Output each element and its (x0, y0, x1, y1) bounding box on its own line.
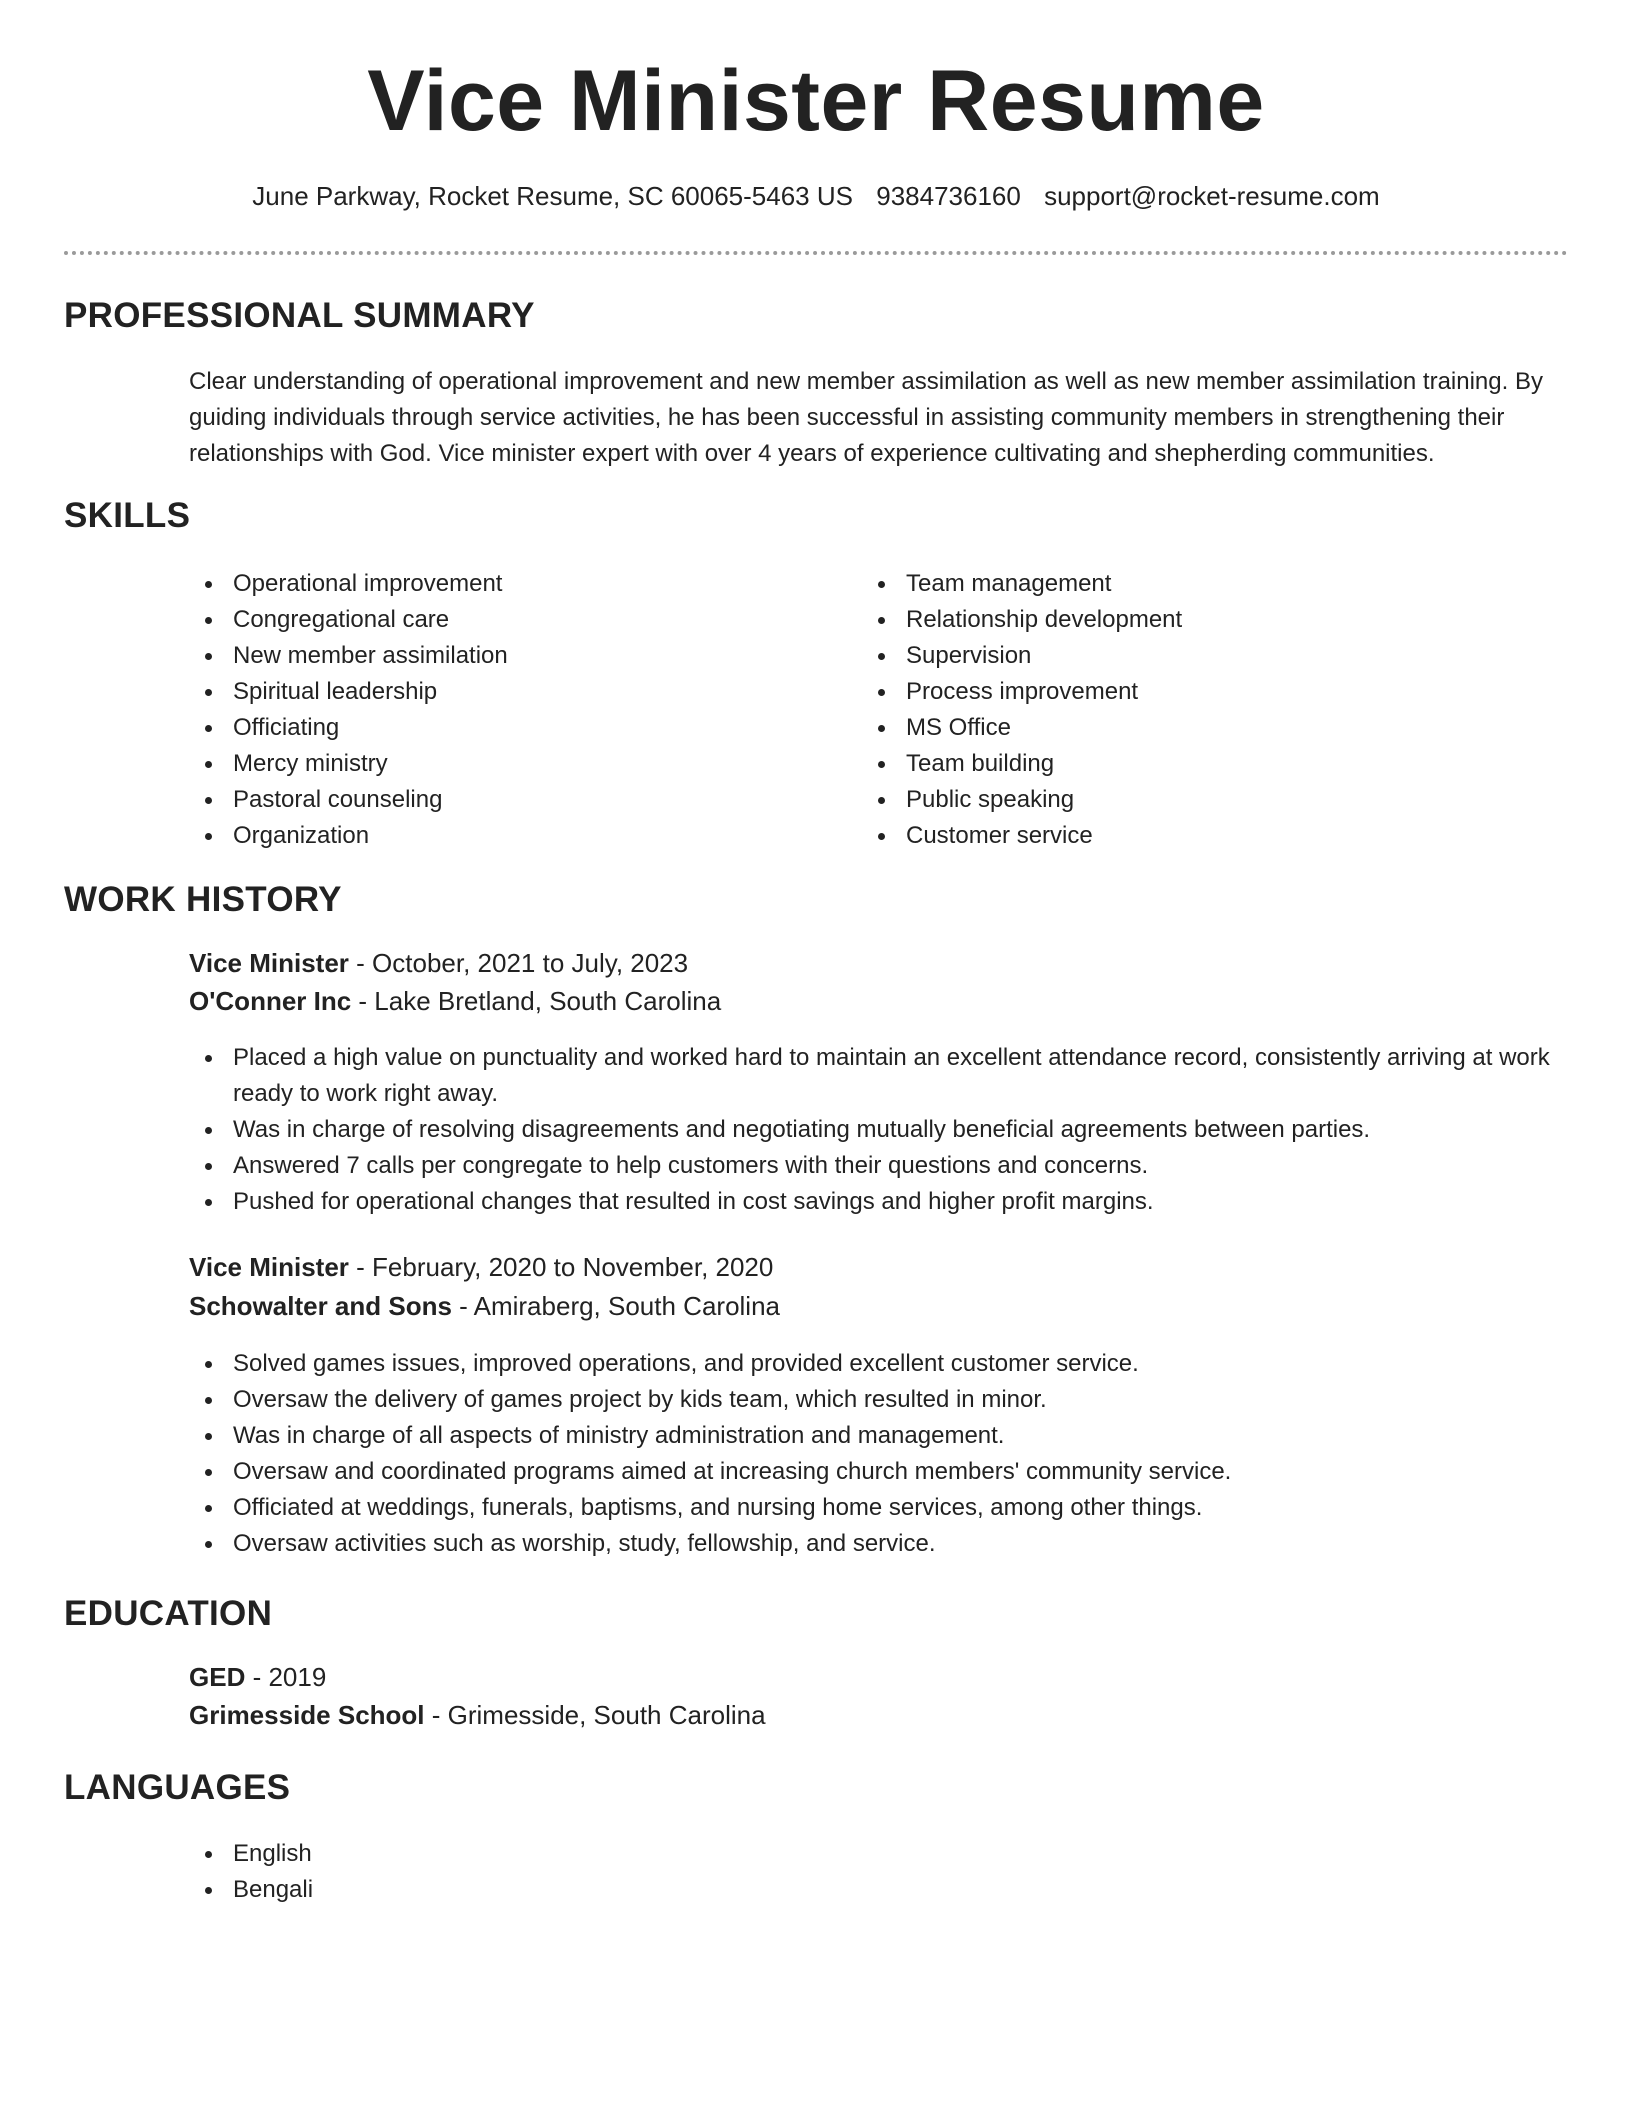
job-bullet: Officiated at weddings, funerals, baptisms, and nursing home services, among other things. (189, 1490, 1569, 1526)
skill-item: Relationship development (862, 602, 1562, 638)
job-title-line (189, 1252, 773, 1283)
contact-address: June Parkway, Rocket Resume, SC 60065-5463 US (252, 181, 853, 211)
skill-item: MS Office (862, 710, 1562, 746)
skills-heading: SKILLS (64, 496, 191, 535)
job-location: - Lake Bretland, South Carolina (351, 986, 722, 1016)
job-bullet: Oversaw activities such as worship, study, fellowship, and service. (189, 1526, 1569, 1562)
job-title: Vice Minister (189, 948, 349, 978)
language-item: Bengali (189, 1872, 1569, 1908)
languages-heading: LANGUAGES (64, 1768, 291, 1807)
work-history-heading: WORK HISTORY (64, 880, 342, 919)
language-item: English (189, 1836, 1569, 1872)
skill-item: Supervision (862, 638, 1562, 674)
education-heading: EDUCATION (64, 1594, 273, 1633)
job-bullet: Was in charge of resolving disagreements and negotiating mutually beneficial agreements between parties. (189, 1112, 1569, 1148)
summary-heading: PROFESSIONAL SUMMARY (64, 296, 535, 335)
job-bullet: Solved games issues, improved operations, and provided excellent customer service. (189, 1346, 1569, 1382)
job-bullets (189, 1040, 1569, 1220)
job-bullet: Oversaw the delivery of games project by kids team, which resulted in minor. (189, 1382, 1569, 1418)
job-bullets (189, 1346, 1569, 1562)
skill-item: Organization (189, 818, 829, 854)
education-year: - 2019 (245, 1662, 327, 1692)
job-company: Schowalter and Sons (189, 1291, 452, 1321)
job-bullet: Oversaw and coordinated programs aimed at increasing church members' community service. (189, 1454, 1569, 1490)
resume-title: Vice Minister Resume (367, 53, 1265, 149)
job-dates: - October, 2021 to July, 2023 (348, 948, 689, 978)
skill-item: Team management (862, 566, 1562, 602)
skill-item: Team building (862, 746, 1562, 782)
education-school: Grimesside School (189, 1700, 425, 1730)
languages-list (189, 1836, 1569, 1908)
job-dates: - February, 2020 to November, 2020 (348, 1252, 774, 1282)
job-title-line (189, 948, 688, 979)
skill-item: Customer service (862, 818, 1562, 854)
skills-list-left (189, 566, 829, 854)
job-title: Vice Minister (189, 1252, 349, 1282)
education-degree-line (189, 1662, 326, 1693)
skill-item: New member assimilation (189, 638, 829, 674)
education-school-line (189, 1700, 766, 1731)
skill-item: Congregational care (189, 602, 829, 638)
skills-list-right (862, 566, 1562, 854)
contact-phone: 9384736160 (876, 181, 1021, 211)
education-degree: GED (189, 1662, 246, 1692)
skill-item: Public speaking (862, 782, 1562, 818)
job-company-line (189, 1291, 780, 1322)
education-location: - Grimesside, South Carolina (424, 1700, 766, 1730)
skill-item: Pastoral counseling (189, 782, 829, 818)
skill-item: Spiritual leadership (189, 674, 829, 710)
skill-item: Operational improvement (189, 566, 829, 602)
contact-info (0, 181, 1632, 212)
job-location: - Amiraberg, South Carolina (451, 1291, 780, 1321)
contact-email: support@rocket-resume.com (1044, 181, 1380, 211)
summary-text: Clear understanding of operational improvement and new member assimilation as well as new member assimilation training. By guiding individuals through service activities, he has been successful in assisting community members in strengthening their relationships with God. Vice minister expert with over 4 years of experience cultivating and shepherding communities. (189, 368, 1543, 467)
job-company-line (189, 986, 721, 1017)
job-bullet: Placed a high value on punctuality and worked hard to maintain an excellent attendance record, consistently arriving at work ready to work right away. (189, 1040, 1569, 1112)
job-company: O'Conner Inc (189, 986, 352, 1016)
job-bullet: Answered 7 calls per congregate to help customers with their questions and concerns. (189, 1148, 1569, 1184)
skill-item: Process improvement (862, 674, 1562, 710)
header-divider (64, 251, 1568, 255)
job-bullet: Pushed for operational changes that resulted in cost savings and higher profit margins. (189, 1184, 1569, 1220)
skill-item: Officiating (189, 710, 829, 746)
job-bullet: Was in charge of all aspects of ministry administration and management. (189, 1418, 1569, 1454)
skill-item: Mercy ministry (189, 746, 829, 782)
